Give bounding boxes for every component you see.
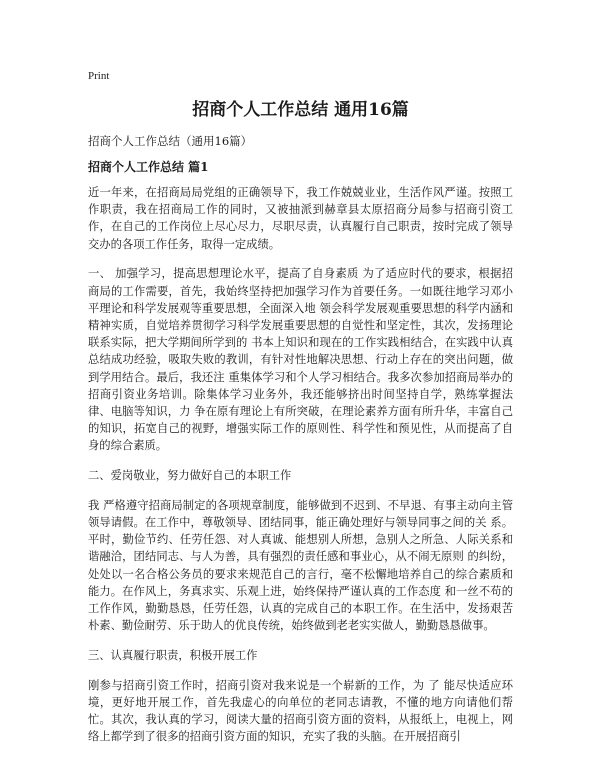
paragraph-heading-duties: 三、认真履行职责，积极开展工作 xyxy=(88,648,258,662)
paragraph-duties: 刚参与招商引资工作时，招商引资对我来说是一个崭新的工作，为 了 能尽快适应环境，更好地开展工作，首先我虚心的向单位的老同志请教，不懂的地方向请他们帮忙。其次，我认真的学习，阅读大量的招商引资方面的资料，从报纸上，电视上，网络上都学到了很多的招商引资方面的知识，充实了我的头脑。在开展招商引 xyxy=(88,678,513,744)
paragraph-intro: 近一年来，在招商局局党组的正确领导下，我工作兢兢业业，生活作风严谨。按照工作职责，我在招商局工作的同时，又被抽派到赫章县太原招商分局参与招商引资工作，在自己的工作岗位上尽心尽力，尽职尽责，认真履行自己职责，按时完成了领导交办的各项工作任务，取得一定成绩。 xyxy=(88,186,513,251)
document-subtitle: 招商个人工作总结（通用16篇） xyxy=(88,134,253,148)
page-title: 招商个人工作总结 通用16篇 xyxy=(192,100,409,120)
section-heading: 招商个人工作总结 篇1 xyxy=(88,160,209,174)
paragraph-heading-dedication: 二、爱岗敬业，努力做好自己的本职工作 xyxy=(88,469,292,483)
paragraph-study: 一、 加强学习，提高思想理论水平，提高了自身素质 为了适应时代的要求，根据招商局的工作需要，首先，我始终坚持把加强学习作为首要任务。一如既往地学习邓小平理论和科学发展观等重要思想，全面深入地 领会科学发展观重要思想的科学内涵和精神实质，自觉培养贯彻学习科学发展重要思想的自觉性和坚定性，其次，发扬理论联系实际，把大学期间所学到的 书本上知识和现在的工作实践相结合，在实践中认真总结成功经验，吸取失败的教训，有针对性地解决思想、行动上存在的突出问题，做到学用结合。最后，我还注 重集体学习和个人学习相结合。我多次参加招商局举办的招商引资业务培训。除集体学习业务外，我还能够挤出时间坚持自学，熟练掌握法律、电脑等知识，力 争在原有理论上有所突破，在理论素养方面有所升华，丰富自己的知识，拓宽自己的视野，增强实际工作的原则性、科学性和预见性，从而提高了自身的综合素质。 xyxy=(88,267,513,453)
paragraph-dedication: 我 严格遵守招商局制定的各项规章制度，能够做到不迟到、不早退、有事主动向主管领导请假。在工作中，尊敬领导、团结同事，能正确处理好与领导同事之间的关 系。平时，勤俭节约、任劳任怨、对人真诚、能想别人所想，急别人之所急、人际关系和谐融洽，团结同志、与人为善，具有强烈的责任感和事业心，从不闹无原则 的纠纷，处处以一名合格公务员的要求来规范自己的言行，毫不松懈地培养自己的综合素质和能力。在作风上，务真求实、乐观上进，始终保持严谨认真的工作态度 和一丝不苟的工作作风，勤勤恳恳，任劳任怨，认真的完成自己的本职工作。在生活中，发扬艰苦朴素、勤俭耐劳、乐于助人的优良传统，始终做到老老实实做人，勤勤恳恳做事。 xyxy=(88,498,513,633)
print-link[interactable]: Print xyxy=(88,70,110,82)
document-body xyxy=(88,184,513,758)
